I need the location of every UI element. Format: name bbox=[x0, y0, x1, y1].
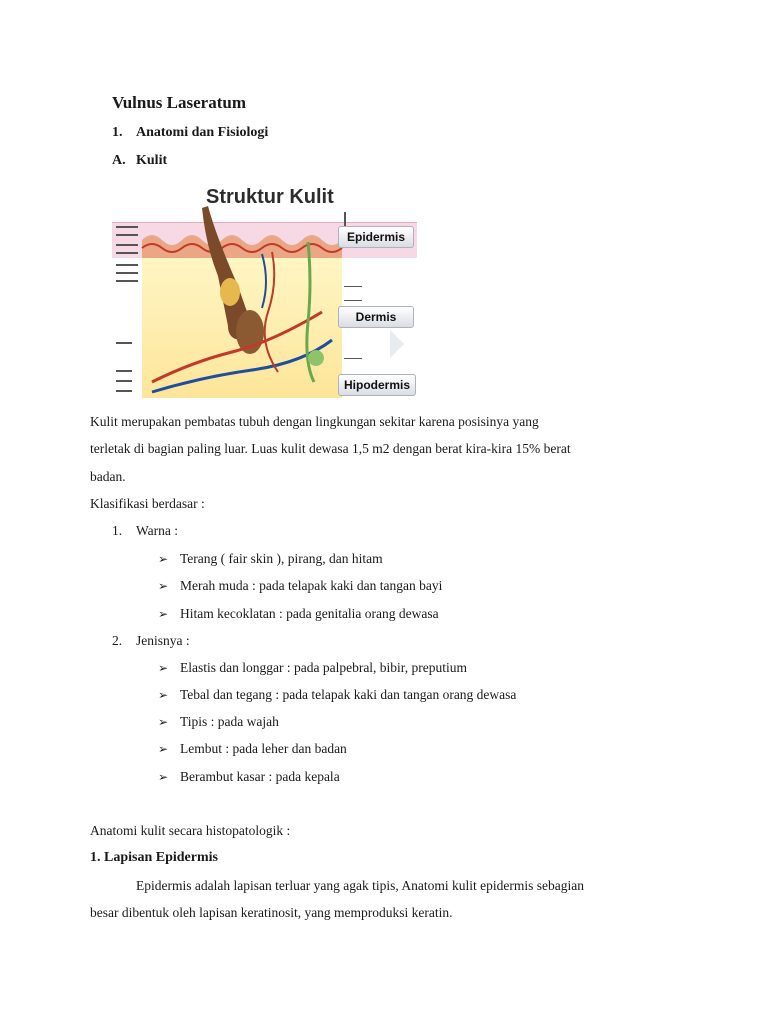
arrow-bullet-icon: ➢ bbox=[158, 688, 169, 702]
bullet-text: Tebal dan tegang : pada telapak kaki dan tangan orang dewasa bbox=[180, 687, 517, 702]
bullet-text: Berambut kasar : pada kepala bbox=[180, 769, 340, 784]
arrow-bullet-icon: ➢ bbox=[158, 715, 169, 729]
bullet-item bbox=[158, 714, 279, 730]
bullet-item bbox=[158, 769, 340, 785]
bullet-item bbox=[158, 551, 383, 567]
paragraph-line: badan. bbox=[90, 469, 126, 484]
paragraph-line: Kulit merupakan pembatas tubuh dengan lingkungan sekitar karena posisinya yang bbox=[90, 414, 539, 429]
histo-heading: Anatomi kulit secara histopatologik : bbox=[90, 823, 291, 838]
arrow-bullet-icon: ➢ bbox=[158, 552, 169, 566]
skin-structure-illustration bbox=[112, 182, 417, 400]
document-title: Vulnus Laseratum bbox=[112, 93, 246, 112]
bullet-item bbox=[158, 606, 439, 622]
arrow-bullet-icon: ➢ bbox=[158, 770, 169, 784]
paragraph-line: terletak di bagian paling luar. Luas kulit dewasa 1,5 m2 dengan berat kira-kira 15% berat bbox=[90, 441, 571, 456]
list-number: 2. bbox=[112, 633, 123, 648]
bullet-text: Merah muda : pada telapak kaki dan tangan bayi bbox=[180, 578, 443, 593]
section-heading-kulit bbox=[112, 153, 167, 169]
bullet-item bbox=[158, 578, 442, 594]
label-epidermis: Epidermis bbox=[338, 226, 414, 248]
paragraph-line: besar dibentuk oleh lapisan keratinosit, yang memproduksi keratin. bbox=[90, 905, 453, 920]
label-hipodermis: Hipodermis bbox=[338, 374, 416, 396]
section-label: Kulit bbox=[136, 153, 168, 168]
bullet-text: Lembut : pada leher dan badan bbox=[180, 741, 347, 756]
bullet-item bbox=[158, 741, 347, 757]
section-label: Anatomi dan Fisiologi bbox=[136, 125, 269, 140]
bullet-text: Elastis dan longgar : pada palpebral, bibir, preputium bbox=[180, 660, 468, 675]
bullet-text: Hitam kecoklatan : pada genitalia orang dewasa bbox=[180, 606, 439, 621]
bullet-item bbox=[158, 660, 467, 676]
skin-structure-figure bbox=[112, 182, 417, 400]
arrow-bullet-icon: ➢ bbox=[158, 742, 169, 756]
bullet-text: Terang ( fair skin ), pirang, dan hitam bbox=[180, 551, 383, 566]
figure-title: Struktur Kulit bbox=[206, 186, 334, 208]
list-label: Jenisnya : bbox=[136, 633, 190, 648]
list-number: 1. bbox=[112, 523, 123, 538]
section-heading-anatomi bbox=[112, 125, 268, 141]
klasifikasi-heading: Klasifikasi berdasar : bbox=[90, 496, 205, 511]
bullet-text: Tipis : pada wajah bbox=[180, 714, 279, 729]
arrow-bullet-icon: ➢ bbox=[158, 661, 169, 675]
section-number: 1. bbox=[112, 125, 123, 140]
bullet-item bbox=[158, 687, 516, 703]
list-item-warna bbox=[112, 523, 178, 539]
paragraph-line: Epidermis adalah lapisan terluar yang agak tipis, Anatomi kulit epidermis sebagian bbox=[136, 878, 585, 893]
label-dermis: Dermis bbox=[338, 306, 414, 328]
lapisan-heading: 1. Lapisan Epidermis bbox=[90, 850, 218, 865]
arrow-bullet-icon: ➢ bbox=[158, 579, 169, 593]
section-letter: A. bbox=[112, 153, 126, 168]
list-item-jenis bbox=[112, 633, 190, 649]
list-label: Warna : bbox=[136, 523, 179, 538]
arrow-bullet-icon: ➢ bbox=[158, 607, 169, 621]
